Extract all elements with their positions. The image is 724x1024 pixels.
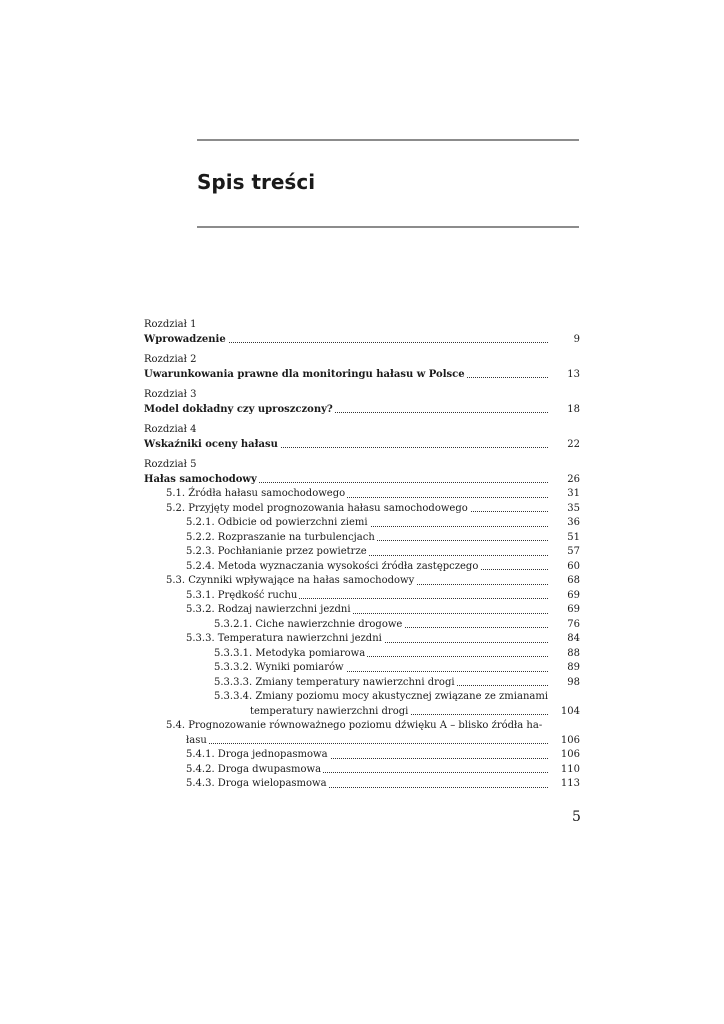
toc-entry[interactable] (144, 438, 580, 453)
toc-entry-title: 5.2.4. Metoda wyznaczania wysokości źródła zastępczego (186, 560, 479, 572)
toc-entry-title: 5.4.3. Droga wielopasmowa (186, 778, 327, 789)
toc-subentry[interactable] (186, 748, 580, 763)
page-number: 5 (572, 809, 581, 825)
toc-entry-page: 31 (565, 487, 580, 502)
toc-subentry-line1[interactable]: 5.3.3.4. Zmiany poziomu mocy akustycznej związane ze zmianami (214, 691, 549, 702)
toc-subentry[interactable] (186, 603, 580, 618)
toc-entry-title: Uwarunkowania prawne dla monitoringu hałasu w Polsce (144, 368, 465, 380)
toc-entry[interactable] (144, 403, 580, 418)
top-rule (197, 139, 579, 141)
chapter-label: Rozdział 3 (144, 389, 197, 400)
toc-entry-title: 5.1. Źródła hałasu samochodowego (166, 488, 346, 499)
toc-subentry[interactable] (186, 516, 580, 531)
toc-subentry-line2[interactable] (214, 705, 580, 720)
toc-entry-page: 76 (565, 618, 580, 633)
toc-entry-title: 5.3. Czynniki wpływające na hałas samochodowy (166, 575, 415, 586)
toc-entry-title: 5.3.3.1. Metodyka pomiarowa (214, 647, 366, 659)
toc-entry-page: 26 (565, 473, 580, 488)
toc-subentry[interactable] (214, 618, 580, 633)
toc-subentry[interactable] (186, 545, 580, 560)
toc-subentry[interactable] (186, 763, 580, 778)
toc-entry-page: 22 (565, 438, 580, 453)
toc-subentry[interactable] (166, 487, 580, 502)
toc-entry-title: 5.3.3.3. Zmiany temperatury nawierzchni drogi (214, 676, 455, 688)
toc-subentry[interactable] (186, 560, 580, 575)
table-of-contents (144, 318, 580, 792)
toc-entry[interactable] (144, 333, 580, 348)
toc-entry-title: 5.3.2. Rodzaj nawierzchni jezdni (186, 604, 351, 615)
toc-entry-title: 5.4.2. Droga dwupasmowa (186, 763, 322, 775)
toc-entry-page: 68 (565, 574, 580, 589)
toc-entry-title: Hałas samochodowy (144, 473, 257, 485)
toc-entry-title: 5.3.1. Prędkość ruchu (186, 589, 298, 601)
toc-subentry[interactable] (214, 661, 580, 676)
toc-entry-title: Wskaźniki oceny hałasu (144, 438, 278, 450)
toc-entry-page: 113 (559, 777, 580, 792)
toc-subentry[interactable] (186, 531, 580, 546)
toc-subentry[interactable] (186, 777, 580, 792)
toc-entry-page: 84 (565, 632, 580, 647)
toc-entry-title: Model dokładny czy uproszczony? (144, 403, 333, 415)
toc-entry-page: 104 (559, 705, 580, 720)
toc-subentry[interactable] (214, 676, 580, 691)
toc-entry-page: 51 (565, 531, 580, 546)
toc-entry-page: 57 (565, 545, 580, 560)
toc-entry-page: 13 (565, 368, 580, 383)
chapter-label: Rozdział 4 (144, 424, 197, 435)
toc-entry-page: 110 (559, 763, 580, 778)
toc-entry-title: 5.2.2. Rozpraszanie na turbulencjach (186, 531, 375, 543)
toc-entry-title: 5.3.3. Temperatura nawierzchni jezdni (186, 633, 382, 644)
toc-subentry-line2[interactable] (166, 734, 580, 749)
toc-entry-page: 36 (565, 516, 580, 531)
toc-entry-title: 5.3.2.1. Ciche nawierzchnie drogowe (214, 618, 403, 630)
chapter-label: Rozdział 1 (144, 319, 197, 330)
toc-entry-page: 35 (565, 502, 580, 517)
toc-subentry-line1[interactable]: 5.4. Prognozowanie równoważnego poziomu dźwięku A – blisko źródła ha- (166, 720, 543, 731)
toc-entry-page: 88 (565, 647, 580, 662)
toc-entry-page: 69 (565, 603, 580, 618)
toc-subentry[interactable] (166, 502, 580, 517)
toc-entry-title: 5.4.1. Droga jednopasmowa (186, 749, 328, 760)
toc-entry[interactable] (144, 368, 580, 383)
toc-entry-page: 98 (565, 676, 580, 691)
toc-entry-page: 18 (565, 403, 580, 418)
toc-entry[interactable] (144, 473, 580, 488)
toc-entry-title: Wprowadzenie (144, 333, 226, 345)
bottom-rule (197, 226, 579, 228)
chapter-label: Rozdział 2 (144, 354, 197, 365)
toc-subentry[interactable] (186, 589, 580, 604)
toc-entry-page: 69 (565, 589, 580, 604)
toc-entry-title: 5.2. Przyjęty model prognozowania hałasu samochodowego (166, 502, 468, 514)
toc-entry-page: 106 (559, 734, 580, 749)
toc-entry-title: temperatury nawierzchni drogi (214, 706, 410, 717)
chapter-label: Rozdział 5 (144, 459, 197, 470)
toc-entry-page: 89 (565, 661, 580, 676)
toc-subentry[interactable] (186, 632, 580, 647)
page-title: Spis treści (197, 170, 316, 194)
toc-entry-title: 5.2.3. Pochłanianie przez powietrze (186, 546, 367, 557)
toc-entry-title: łasu (166, 735, 209, 746)
toc-entry-page: 60 (565, 560, 580, 575)
toc-entry-title: 5.2.1. Odbicie od powierzchni ziemi (186, 517, 368, 528)
toc-subentry[interactable] (166, 574, 580, 589)
toc-subentry[interactable] (214, 647, 580, 662)
toc-entry-title: 5.3.3.2. Wyniki pomiarów (214, 662, 344, 673)
toc-entry-page: 106 (559, 748, 580, 763)
toc-entry-page: 9 (572, 333, 580, 348)
